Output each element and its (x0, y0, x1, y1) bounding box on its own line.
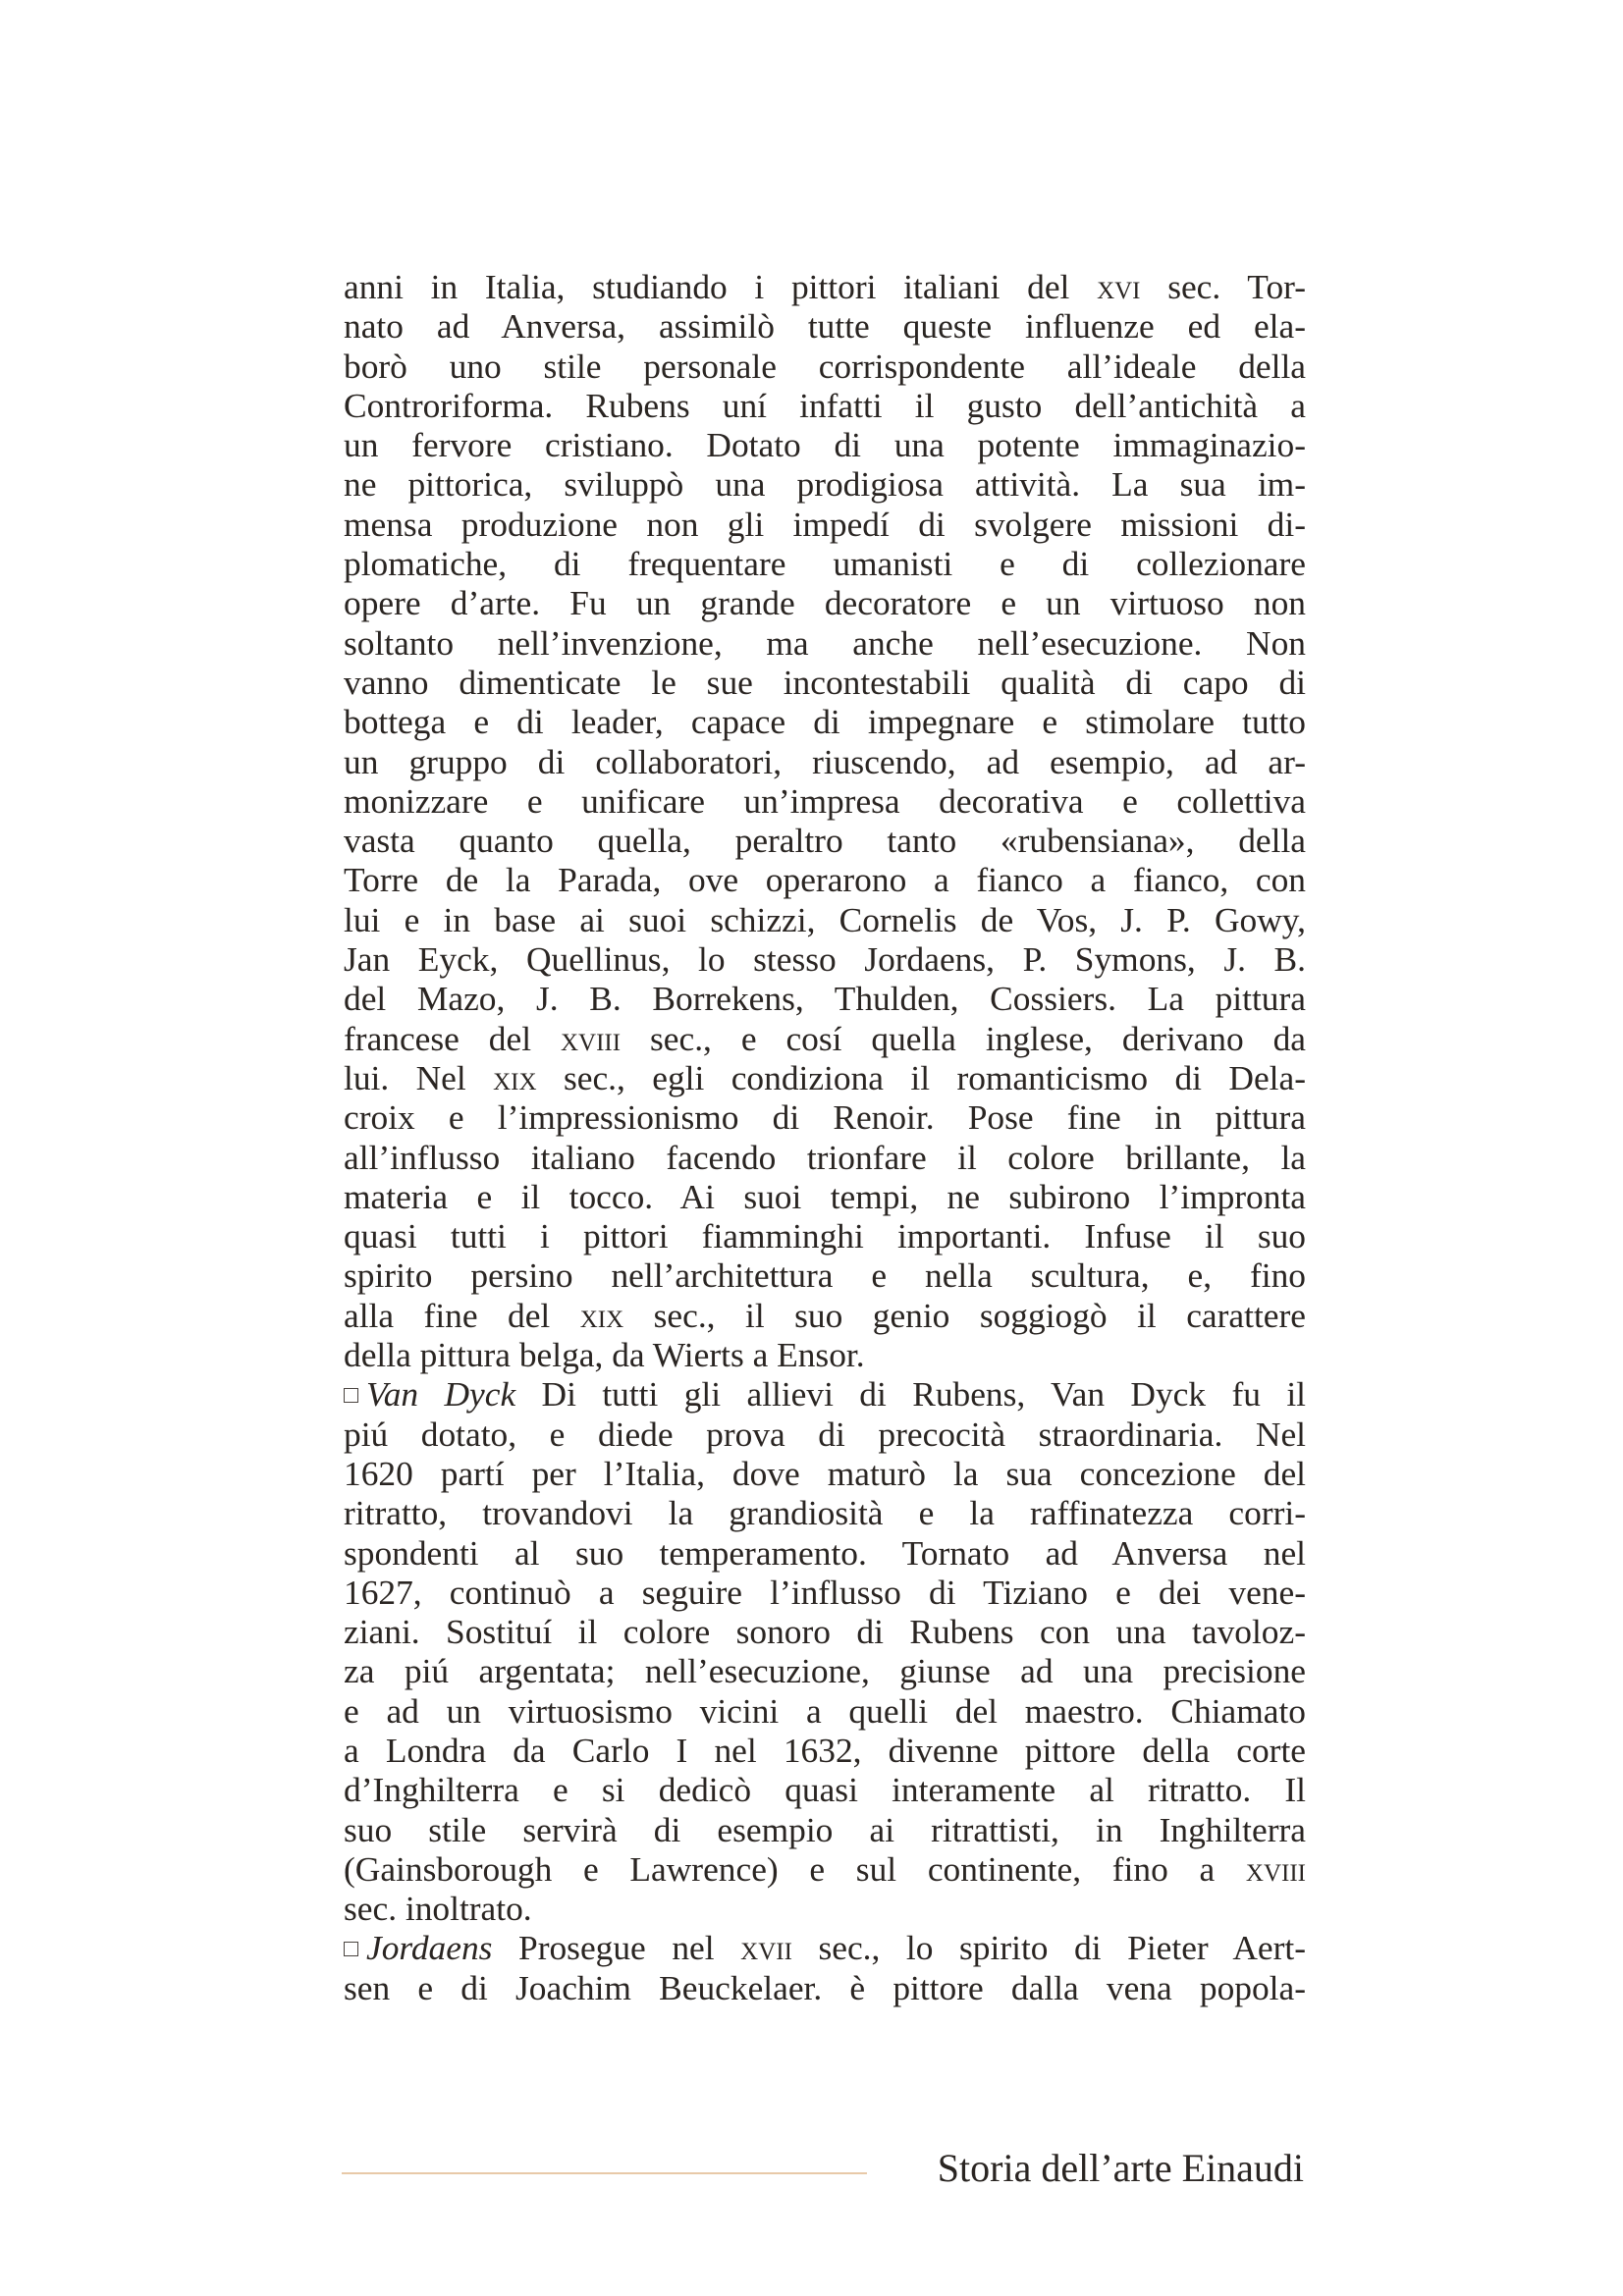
text-line: Van Dyck Di tutti gli allievi di Rubens, Van Dyck fu il (344, 1374, 1306, 1414)
section-heading: Van Dyck (366, 1374, 516, 1415)
text-line: ne pittorica, sviluppò una prodigiosa attività. La sua im- (344, 464, 1306, 505)
roman-numeral: xviii (560, 1018, 622, 1058)
roman-numeral: xix (493, 1057, 537, 1097)
footer-title: Storia dell’arte Einaudi (937, 2146, 1304, 2190)
text-line: Jordaens Prosegue nel xvii sec., lo spirito di Pieter Aert- (344, 1928, 1306, 1967)
roman-numeral: xix (579, 1295, 624, 1335)
roman-numeral: xvi (1097, 267, 1141, 306)
text-line: a Londra da Carlo I nel 1632, divenne pittore della corte (344, 1730, 1306, 1770)
text-line: borò uno stile personale corrispondente all’ideale della (344, 346, 1306, 386)
text-line: spirito persino nell’architettura e nella scultura, e, fino (344, 1255, 1306, 1296)
text-line: ziani. Sostituí il colore sonoro di Rubens con una tavoloz- (344, 1612, 1306, 1652)
text-line: 1620 partí per l’Italia, dove maturò la sua concezione del (344, 1453, 1306, 1493)
text-line: plomatiche, di frequentare umanisti e di collezionare (344, 544, 1306, 584)
text-line: e ad un virtuosismo vicini a quelli del maestro. Chiamato (344, 1690, 1306, 1731)
text-line: sec. inoltrato. (344, 1889, 532, 1929)
section-marker-icon (344, 1388, 358, 1403)
text-line: lui e in base ai suoi schizzi, Cornelis de Vos, J. P. Gowy, (344, 899, 1306, 939)
text-line: opere d’arte. Fu un grande decoratore e un virtuoso non (344, 583, 1306, 623)
body-text (344, 267, 1306, 2007)
text-line: za piú argentata; nell’esecuzione, giunse ad una precisione (344, 1651, 1306, 1691)
text-line: lui. Nel xix sec., egli condiziona il romanticismo di Dela- (344, 1057, 1306, 1097)
text-line: anni in Italia, studiando i pittori italiani del xvi sec. Tor- (344, 267, 1306, 306)
roman-numeral: xvii (740, 1928, 792, 1968)
text-line: 1627, continuò a seguire l’influsso di Tiziano e dei vene- (344, 1572, 1306, 1612)
section-marker-icon (344, 1942, 358, 1956)
section-heading: Jordaens (366, 1928, 493, 1968)
text-line: alla fine del xix sec., il suo genio soggiogò il carattere (344, 1295, 1306, 1335)
text-line: (Gainsborough e Lawrence) e sul continente, fino a xviii (344, 1848, 1306, 1889)
text-line: nato ad Anversa, assimilò tutte queste influenze ed ela- (344, 306, 1306, 347)
text-line: Controriforma. Rubens uní infatti il gusto dell’antichità a (344, 385, 1306, 425)
text-line: francese del xviii sec., e cosí quella inglese, derivano da (344, 1018, 1306, 1058)
text-line: d’Inghilterra e si dedicò quasi interamente al ritratto. Il (344, 1770, 1306, 1810)
text-line: monizzare e unificare un’impresa decorativa e collettiva (344, 780, 1306, 821)
text-line: spondenti al suo temperamento. Tornato ad Anversa nel (344, 1532, 1306, 1573)
text-line: quasi tutti i pittori fiamminghi importanti. Infuse il suo (344, 1216, 1306, 1256)
text-line: vanno dimenticate le sue incontestabili qualità di capo di (344, 662, 1306, 702)
text-line: Jan Eyck, Quellinus, lo stesso Jordaens, P. Symons, J. B. (344, 939, 1306, 980)
text-line: materia e il tocco. Ai suoi tempi, ne subirono l’impronta (344, 1176, 1306, 1216)
text-line: un gruppo di collaboratori, riuscendo, ad esempio, ad ar- (344, 741, 1306, 781)
text-line: bottega e di leader, capace di impegnare e stimolare tutto (344, 702, 1306, 742)
text-line: suo stile servirà di esempio ai ritrattisti, in Inghilterra (344, 1809, 1306, 1849)
text-line: vasta quanto quella, peraltro tanto «rubensiana», della (344, 821, 1306, 861)
text-line: Torre de la Parada, ove operarono a fianco a fianco, con (344, 860, 1306, 900)
text-line: un fervore cristiano. Dotato di una potente immaginazio- (344, 425, 1306, 465)
text-line: sen e di Joachim Beuckelaer. è pittore dalla vena popola- (344, 1967, 1306, 2007)
text-line: della pittura belga, da Wierts a Ensor. (344, 1335, 865, 1375)
text-line: all’influsso italiano facendo trionfare il colore brillante, la (344, 1137, 1306, 1177)
text-line: piú dotato, e diede prova di precocità straordinaria. Nel (344, 1414, 1306, 1454)
roman-numeral: xviii (1245, 1848, 1306, 1889)
text-line: mensa produzione non gli impedí di svolgere missioni di- (344, 504, 1306, 544)
footer-rule (342, 2172, 867, 2174)
text-line: del Mazo, J. B. Borrekens, Thulden, Cossiers. La pittura (344, 979, 1306, 1019)
text-line: croix e l’impressionismo di Renoir. Pose fine in pittura (344, 1097, 1306, 1138)
text-line: ritratto, trovandovi la grandiosità e la raffinatezza corri- (344, 1493, 1306, 1533)
text-line: soltanto nell’invenzione, ma anche nell’esecuzione. Non (344, 622, 1306, 663)
